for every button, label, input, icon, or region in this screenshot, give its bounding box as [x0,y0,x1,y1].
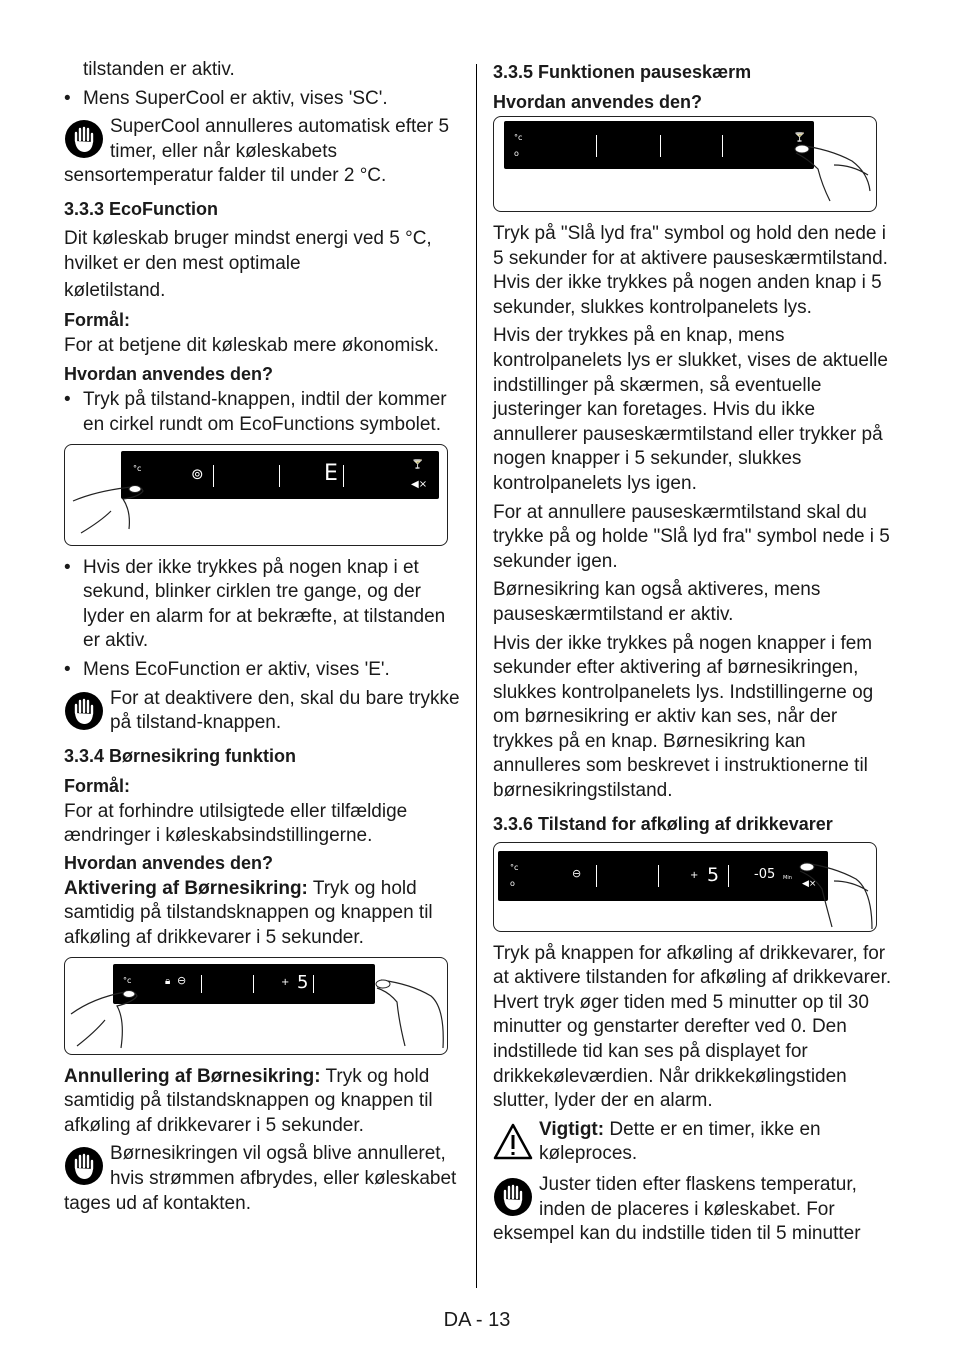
text-continuation: tilstanden er aktiv. [83,59,235,80]
activate-text: Tryk og hold samtidig på tilstandsknappen og knappen til afkøling af drikkevarer i 5 sekunder. [64,877,433,949]
note-supercool [64,115,462,189]
bullet-eco-1: • Tryk på tilstand-knappen, indtil der kommer en cirkel rundt om EcoFunctions symbolet. [64,389,447,435]
purpose-label: Formål: [64,309,131,330]
drink-time-value: -05 [754,866,776,882]
separator [213,465,214,487]
lock-icon: 🔒︎ [165,975,171,987]
page-number: DA - 13 [443,1309,511,1331]
status-dot-icon: o [514,149,519,158]
minutes-unit-label: Min [783,874,792,881]
hand-stop-icon [493,1177,533,1217]
separator [253,975,254,993]
eco-paragraph: Dit køleskab bruger mindst energi ved 5 °C, hvilket er den mest optimale [64,227,432,274]
display-panel [121,451,439,499]
bullet-text: Mens EcoFunction er aktiv, vises 'E'. [83,658,390,680]
display-panel [498,851,828,901]
bullet-eco-3: • Mens EcoFunction er aktiv, vises 'E'. [64,658,390,680]
eco-icon: ⊚ [191,464,204,483]
pointing-hand-icon [790,135,874,209]
section-heading-drinks: 3.3.6 Tilstand for afkøling af drikkevarer [493,813,833,834]
pointing-hand-icon [371,972,447,1050]
drinks-paragraph-1: Tryk på knappen for afkøling af drikkevarer, for at aktivere tilstanden for afkøling af drikkevarer. Hvert tryk øger tiden med 5 minutter op til 30 minutter og genstarter derefter ved 0. Den indstillede tid kan ses på displayet for drikkekøleværdien. Når drikkekølingstiden slutter, lyder der en alarm. [493,942,892,1112]
how-label: Hvordan anvendes den? [64,852,274,873]
separator [722,135,723,157]
note-text: Børnesikringen vil også blive annulleret, hvis strømmen afbrydes, eller køleskabet tages ud af kontakten. [64,1143,457,1214]
bullet-eco-2: • Hvis der ikke trykkes på nogen knap i et sekund, blinker cirklen tre gange, og der lyder en alarm for at bekræfte, at tilstanden er aktiv. [64,556,446,652]
control-panel-illustration-drinks [493,842,877,932]
note-child-lock [64,1142,462,1216]
note-text: SuperCool annulleres automatisk efter 5 timer, eller når køleskabets sensortemperatur falder til under 2 °C. [64,116,450,187]
plus-icon: + [690,869,699,881]
pointing-hand-icon [71,471,161,541]
separator [660,135,661,157]
note-drinks [493,1173,893,1247]
eco-icon: ⊖ [572,866,582,880]
pointing-hand-icon [69,980,149,1052]
bullet-text: Tryk på tilstand-knappen, indtil der kommer en cirkel rundt om EcoFunctions symbolet. [83,389,447,435]
plus-icon: + [281,976,290,988]
temp-unit-label: °c [123,975,132,985]
screensaver-paragraph-3: For at annullere pauseskærmtilstand skal du trykke på og holde "Slå lyd fra" symbol nede i 5 sekunder igen. [493,501,890,572]
separator [728,865,729,887]
note-eco [64,687,462,736]
separator [596,135,597,157]
drink-temp-value: 5 [707,863,720,886]
child-display-value: 5 [297,971,309,993]
bullet-supercool: • Mens SuperCool er aktiv, vises 'SC'. [64,87,388,109]
warning-note [493,1118,893,1167]
cancel-paragraph [64,1065,462,1139]
how-label: Hvordan anvendes den? [64,364,274,385]
hand-stop-icon [64,691,104,731]
hand-stop-icon [64,119,104,159]
separator [201,975,202,993]
glass-icon: 🍸 [412,459,424,470]
activate-label: Aktivering af Børnesikring: [64,877,308,899]
temp-unit-label: °c [514,133,523,142]
pointing-hand-icon [794,855,876,931]
temp-unit-label: °c [133,463,142,473]
separator [343,465,344,487]
note-text: Juster tiden efter flaskens temperatur, inden de placeres i køleskabet. For eksempel kan du indstille tiden til 5 minutter [493,1174,861,1245]
right-column [493,58,893,1251]
status-dot-icon: o [510,878,515,888]
control-panel-illustration-child-lock [64,957,448,1055]
control-panel-illustration-eco [64,444,448,546]
child-purpose: For at forhindre utilsigtede eller tilfældige ændringer i køleskabsindstillingerne. [64,800,408,847]
section-heading-eco: 3.3.3 EcoFunction [64,198,219,219]
eco-purpose: For at betjene dit køleskab mere økonomisk. [64,334,439,356]
temp-unit-label: °c [510,862,519,872]
screensaver-paragraph-2: Hvis der trykkes på en knap, mens kontrolpanelets lys er slukket, vises de aktuelle indstillinger på skærmen, så eventuelle justeringer kan foretages. Hvis du ikke annullerer pauseskærmtilstand eller trykker på nogen knapper i 5 sekunder, slukkes kontrolpanelets lys igen. [493,325,888,494]
mute-icon: ◀× [377,988,392,999]
separator [313,975,314,993]
separator [279,465,280,487]
screensaver-paragraph-4: Børnesikring kan også aktiveres, mens pauseskærmtilstand er aktiv. [493,579,821,625]
eco-icon: ⊖ [177,973,187,987]
section-heading-child-lock: 3.3.4 Børnesikring funktion [64,745,297,766]
eco-display-value: E [324,460,338,486]
cancel-label: Annullering af Børnesikring: [64,1065,321,1087]
mute-icon: ◀× [802,878,817,889]
screensaver-paragraph-5: Hvis der ikke trykkes på nogen knapper i fem sekunder efter aktivering af børnesikringen, slukkes kontrolpanelets lys. Indstillingerne og om børnesikring er aktiv kan ses, når der trykkes på en knap. Børnesikring kan annulleres som beskrevet i instruktionerne til børnesikringstilstand. [493,632,874,802]
note-text: For at deaktivere den, skal du bare trykke på tilstand-knappen. [110,687,460,734]
activate-paragraph [64,877,462,951]
column-divider [476,64,477,1288]
control-panel-illustration-screensaver [493,116,877,212]
how-label: Hvordan anvendes den? [493,92,703,112]
section-heading-screensaver: 3.3.5 Funktionen pauseskærm [493,62,752,82]
left-column [64,58,462,1220]
separator [596,865,597,887]
purpose-label: Formål: [64,775,131,796]
display-panel [113,964,392,1004]
warning-text: Dette er en timer, ikke en køleproces. [539,1118,821,1165]
glass-icon: 🍸 [794,133,806,143]
mute-icon: ◀× [411,478,428,490]
separator [658,865,659,887]
cancel-text: Tryk og hold samtidig på tilstandsknappen og knappen til afkøling af drikkevarer i 5 sekunder. [64,1065,433,1136]
bullet-text: Mens SuperCool er aktiv, vises 'SC'. [83,87,388,109]
warning-label: Vigtigt: [539,1118,605,1140]
warning-triangle-icon [493,1122,533,1162]
screensaver-paragraph-1: Tryk på "Slå lyd fra" symbol og hold den nede i 5 sekunder for at aktivere pauseskærmtilstand. Hvis der ikke trykkes på nogen anden knap i 5 sekunder, slukkes kontrolpanelets lys. [493,223,888,318]
eco-paragraph-2: køletilstand. [64,280,166,302]
display-panel [504,121,814,169]
hand-stop-icon [64,1146,104,1186]
bullet-text: Hvis der ikke trykkes på nogen knap i et sekund, blinker cirklen tre gange, og der lyder en alarm for at bekræfte, at tilstanden er aktiv. [83,556,446,652]
